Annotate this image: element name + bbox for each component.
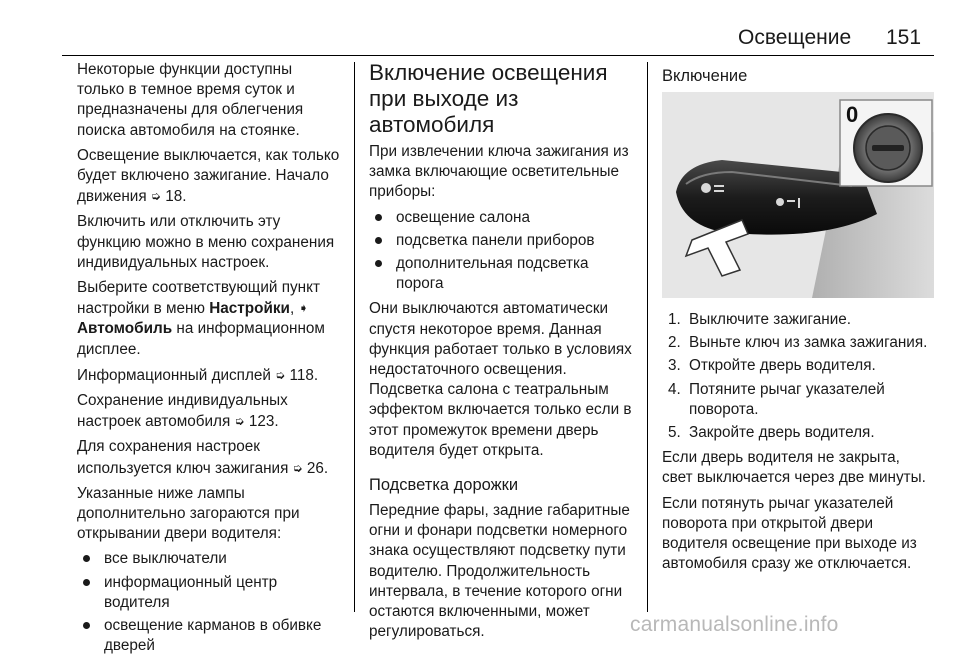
menu-name-vehicle: Автомобиль bbox=[77, 320, 173, 338]
chapter-title: Освещение bbox=[738, 26, 852, 49]
column-2 bbox=[369, 60, 635, 647]
paragraph: Они выключаются автоматически спустя некоторое время. Данная функция работает только в условиях недостаточного освещения. Подсветка салона с театральным эффектом включается только если в этот промежуток времени дверь водителя будет открыта. bbox=[369, 300, 632, 459]
column-divider-1 bbox=[354, 62, 355, 612]
page-reference[interactable]: 123. bbox=[248, 413, 279, 431]
bullet-icon bbox=[375, 237, 382, 244]
subsection-heading: Включение bbox=[662, 67, 748, 85]
bullet-list bbox=[369, 208, 635, 295]
paragraph: Если потянуть рычаг указателей поворота при открытой двери водителя освещение при выходе из автомобиля сразу же отключается. bbox=[662, 494, 917, 573]
list-item: все выключатели bbox=[77, 549, 341, 569]
list-item: подсветка панели приборов bbox=[369, 231, 635, 251]
menu-name-settings: Настройки bbox=[209, 300, 290, 318]
cross-reference-arrow-icon: ➭ bbox=[292, 460, 303, 475]
header-divider bbox=[62, 55, 934, 56]
paragraph: Передние фары, задние габаритные огни и фонари подсветки номерного знака осуществляют подсветку пути водителю. Продолжительность интервала, в течение которого огни остаются включенными, может регулироваться. bbox=[369, 502, 630, 641]
paragraph: При извлечении ключа зажигания из замка включающие осветительные приборы: bbox=[369, 143, 629, 201]
paragraph: Включить или отключить эту функцию можно в меню сохранения индивидуальных настроек. bbox=[77, 213, 335, 271]
list-item: освещение карманов в обивке дверей bbox=[77, 616, 341, 656]
ignition-position-label: 0 bbox=[846, 102, 859, 127]
list-item: 1. Выключите зажигание. bbox=[668, 311, 852, 328]
page-reference[interactable]: 26. bbox=[306, 459, 329, 477]
bullet-icon bbox=[375, 260, 382, 267]
list-item: дополнительная подсветка порога bbox=[369, 254, 635, 294]
bullet-icon bbox=[83, 622, 90, 629]
list-item: 2. Выньте ключ из замка зажигания. bbox=[668, 334, 928, 352]
paragraph: Освещение выключается, как только будет включено зажигание. Начало движения ➭ 18. bbox=[77, 146, 340, 206]
column-1 bbox=[77, 60, 341, 661]
cross-reference-arrow-icon: ➭ bbox=[234, 414, 245, 429]
column-3 bbox=[662, 60, 934, 579]
page-header bbox=[0, 0, 960, 56]
paragraph: Сохранение индивидуальных настроек автомобиля ➭ 123. bbox=[77, 392, 288, 431]
paragraph: Указанные ниже лампы дополнительно загораются при открывании двери водителя: bbox=[77, 484, 300, 543]
cross-reference-arrow-icon: ➭ bbox=[150, 189, 161, 204]
paragraph: Если дверь водителя не закрыта, свет выключается через две минуты. bbox=[662, 449, 926, 487]
turn-signal-lever-illustration bbox=[662, 92, 934, 298]
bullet-icon bbox=[375, 214, 382, 221]
page-reference[interactable]: 18. bbox=[165, 188, 187, 206]
paragraph: Некоторые функции доступны только в темное время суток и предназначены для облегчения поиска автомобиля на стоянке. bbox=[77, 61, 304, 139]
list-item: 5. Закройте дверь водителя. bbox=[668, 424, 875, 442]
subsection-heading: Подсветка дорожки bbox=[369, 476, 519, 495]
bullet-icon bbox=[83, 555, 90, 562]
step-list bbox=[662, 310, 934, 443]
bullet-list bbox=[77, 549, 341, 656]
lever-drawing bbox=[662, 92, 934, 298]
page-number: 151 bbox=[886, 26, 922, 49]
paragraph: Выберите соответствующий пункт настройки в меню Настройки, ➧ Автомобиль на информационном дисплее. bbox=[77, 279, 325, 358]
watermark: carmanualsonline.info bbox=[630, 613, 839, 636]
list-item: 4. Потяните рычаг указателей поворота. bbox=[668, 380, 885, 418]
paragraph: Информационный дисплей ➭ 118. bbox=[77, 366, 319, 384]
cross-reference-arrow-icon: ➭ bbox=[275, 367, 286, 382]
page-reference[interactable]: 118. bbox=[289, 366, 319, 384]
list-item: освещение салона bbox=[369, 208, 635, 228]
column-divider-2 bbox=[647, 62, 648, 612]
list-item: 3. Откройте дверь водителя. bbox=[668, 357, 876, 375]
bullet-icon bbox=[83, 579, 90, 586]
paragraph: Для сохранения настроек используется ключ зажигания ➭ 26. bbox=[77, 438, 329, 477]
list-item: информационный центр водителя bbox=[77, 573, 341, 613]
section-heading: Включение освещения при выходе из автомобиля bbox=[369, 60, 608, 137]
menu-arrow-icon: ➧ bbox=[298, 301, 309, 316]
